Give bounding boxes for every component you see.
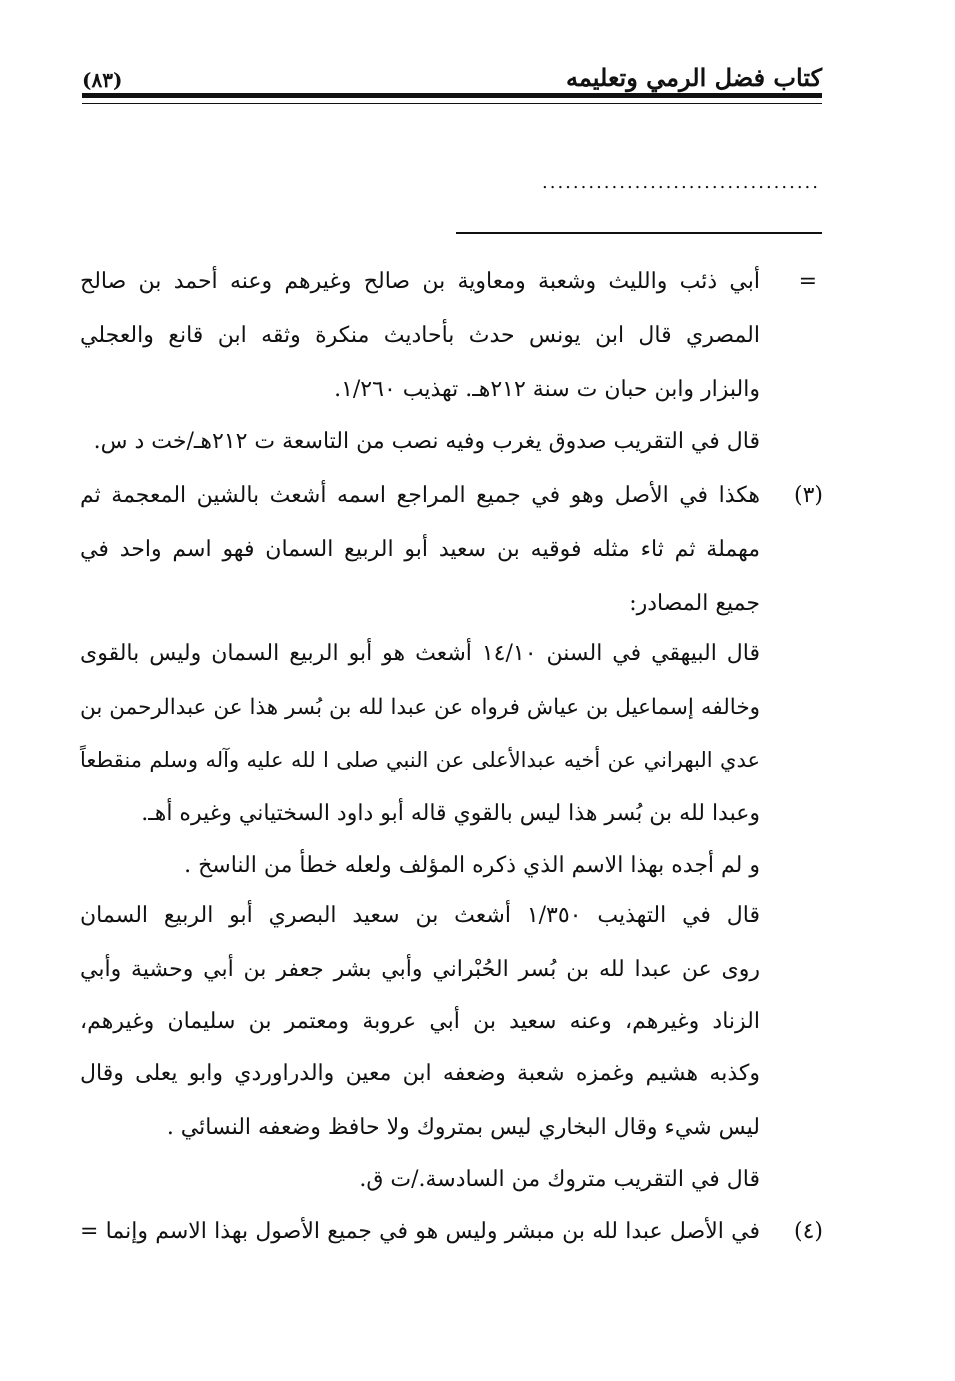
text-line: وعبدا لله بن بُسر هذا ليس بالقوي قاله أبو داود السختياني وغيره أهـ. [141, 801, 760, 826]
text-line: قال البيهقي في السنن ١٤/١٠ أشعث هو أبو الربيع السمان وليس بالقوى [80, 641, 761, 666]
text-line: عدي البهراني عن أخيه عبدالأعلى عن النبي صلى ا لله عليه وآله وسلم منقطعاً [80, 748, 760, 772]
header-rule-thin [82, 103, 822, 105]
text-line: أبي ذئب والليث وشعبة ومعاوية بن صالح وغيرهم وعنه أحمد بن صالح [80, 269, 760, 294]
text-line: هكذا في الأصل وهو في جميع المراجع اسمه أشعث بالشين المعجمة ثم [80, 483, 760, 508]
text-line: ليس شيء وقال البخاري ليس بمتروك ولا حافظ وضعفه النسائي . [166, 1115, 760, 1140]
text-line: جميع المصادر: [629, 591, 760, 616]
footnote-number-3: (٣) [793, 483, 823, 508]
page-number: (٨٣) [82, 68, 123, 92]
text-line: و لم أجده بهذا الاسم الذي ذكره المؤلف ولعله خطأ من الناسخ . [184, 853, 760, 878]
continuation-mark: = [798, 269, 817, 294]
text-line: روى عن عبدا لله بن بُسر الحُبْراني وأبي بشر جعفر بن أبي وحشية وأبي [80, 957, 760, 982]
footnote-number-4: (٤) [793, 1219, 823, 1244]
text-line: قال في التقريب صدوق يغرب وفيه نصب من التاسعة ت ٢١٢هـ/خت د س. [93, 429, 760, 454]
book-title: كتاب فضل الرمي وتعليمه [566, 63, 822, 92]
text-line: قال في التهذيب ١/٣٥٠ أشعث بن سعيد البصري أبو الربيع السمان [80, 903, 760, 928]
text-line: المصري قال ابن يونس حدث بأحاديث منكرة وثقه ابن قانع والعجلي [80, 323, 760, 348]
text-line: وخالفه إسماعيل بن عياش فرواه عن عبدا لله بن بُسر هذا عن عبدالرحمن بن [80, 695, 760, 720]
header-rule-thick [82, 93, 822, 98]
omission-dots: .................................... [542, 172, 820, 192]
text-line: قال في التقريب متروك من السادسة./ت ق. [359, 1167, 760, 1192]
text-line: مهملة ثم ثاء مثله فوقيه بن سعيد أبو الربيع السمان فهو اسم واحد في [80, 537, 760, 562]
text-line: والبزار وابن حبان ت سنة ٢١٢هـ. تهذيب ١/٢٦٠. [334, 377, 760, 402]
footnote-separator [456, 232, 822, 234]
text-line: وكذبه هشيم وغمزه شعبة وضعفه ابن معين والدراوردي وابو يعلى وقال [80, 1061, 760, 1086]
text-line: في الأصل عبدا لله بن مبشر وليس هو في جميع الأصول بهذا الاسم وإنما = [80, 1219, 760, 1244]
text-line: الزناد وغيرهم، وعنه سعيد بن أبي عروبة ومعتمر بن سليمان وغيرهم، [80, 1009, 760, 1034]
running-header [82, 58, 822, 98]
